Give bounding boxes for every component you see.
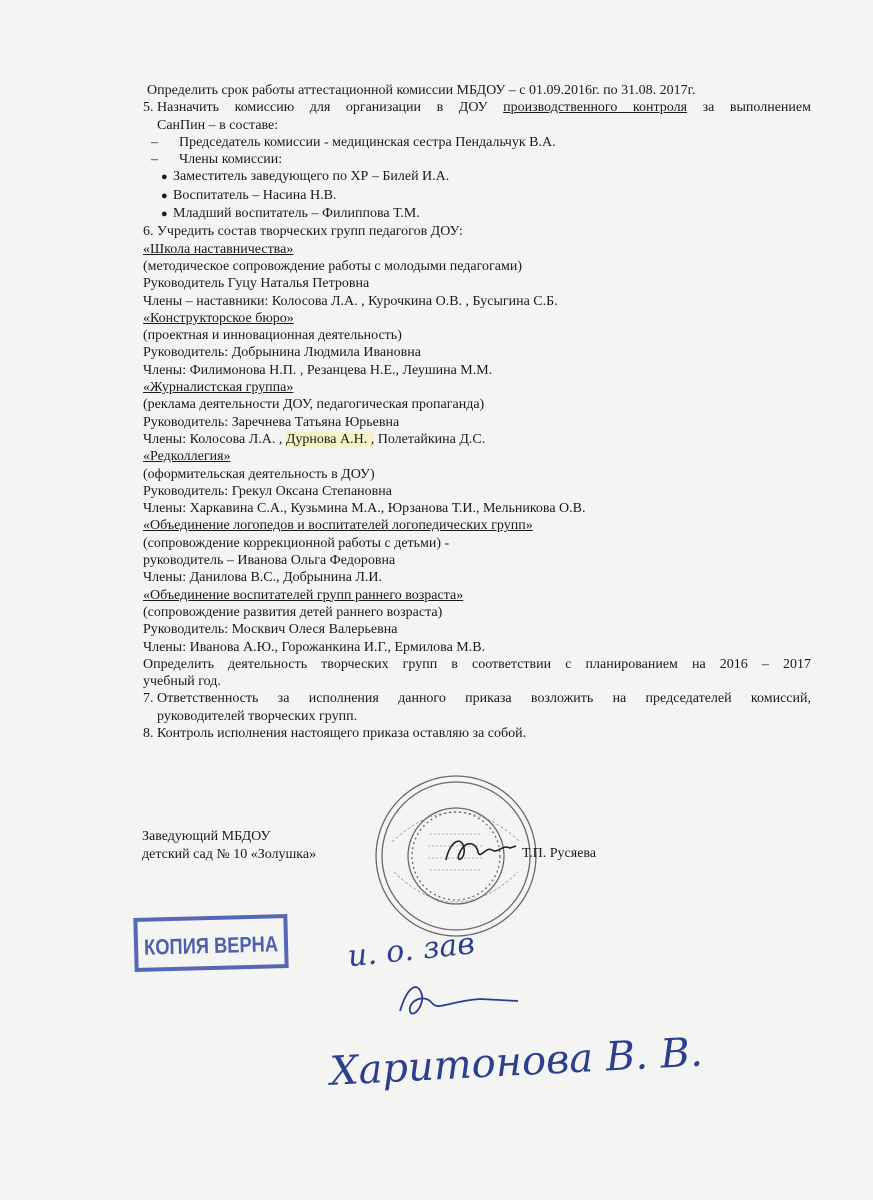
group-title: «Редколлегия» <box>143 449 231 465</box>
underlined-term: производственного контроля <box>503 100 688 116</box>
item-text: СанПин – в составе: <box>157 117 279 133</box>
copy-certified-stamp <box>133 915 306 971</box>
group-description: (проектная и инновационная деятельность) <box>143 328 402 344</box>
dash-item <box>143 134 811 151</box>
signer-position: Заведующий МБДОУ <box>142 829 271 844</box>
item-text: Назначить комиссию для организации в ДОУ <box>157 100 504 116</box>
group-head: Руководитель: Заречнева Татьяна Юрьевна <box>143 414 400 430</box>
group-description: (сопровождение развития детей раннего возраста) <box>143 604 443 620</box>
group-members: Члены – наставники: Колосова Л.А. , Курочкина О.В. , Бусыгина С.Б. <box>143 293 558 309</box>
item-text: Контроль исполнения настоящего приказа оставляю за собой. <box>157 725 527 741</box>
group-description: (оформительская деятельность в ДОУ) <box>143 466 375 482</box>
bullet-icon: ● <box>161 208 168 221</box>
group-head: руководитель – Иванова Ольга Федоровна <box>143 553 396 569</box>
group-title: «Журналистская группа» <box>143 380 294 396</box>
group-members: Члены: Данилова В.С., Добрынина Л.И. <box>143 570 383 586</box>
members-text: Члены: Колосова Л.А. , <box>143 431 286 447</box>
item-5 <box>143 99 811 134</box>
group-head: Руководитель: Грекул Оксана Степановна <box>143 483 392 499</box>
handwritten-certification <box>320 915 740 1125</box>
commission-term-line: Определить срок работы аттестационной комиссии МБДОУ – с 01.09.2016г. по 31.08. 2017г. <box>147 83 696 98</box>
group-title: «Объединение воспитателей групп раннего возраста» <box>143 587 464 603</box>
item-7 <box>143 690 811 725</box>
dash-item <box>143 151 811 168</box>
group-members: Члены: Харкавина С.А., Кузьмина М.А., Юрзанова Т.И., Мельникова О.В. <box>143 501 586 517</box>
group-head: Руководитель: Добрынина Людмила Ивановна <box>143 345 421 361</box>
bullet-item <box>143 205 811 223</box>
dash-item-text: Председатель комиссии - медицинская сестра Пендальчук В.А. <box>179 134 556 150</box>
item-number: 5. <box>143 100 154 116</box>
bullet-item <box>143 168 811 186</box>
dash-item-text: Члены комиссии: <box>179 152 283 168</box>
bullet-text: Младший воспитатель – Филиппова Т.М. <box>173 206 420 222</box>
dash-icon: – <box>151 152 158 168</box>
group-description: (реклама деятельности ДОУ, педагогическая пропаганда) <box>143 397 485 413</box>
handwritten-signature-icon <box>400 987 518 1014</box>
highlighted-name: Дурнова А.Н. , <box>285 431 375 447</box>
groups-activity-paragraph-end: учебный год. <box>143 674 221 690</box>
item-text: руководителей творческих групп. <box>157 708 358 724</box>
dash-icon: – <box>151 134 158 150</box>
group-members <box>143 431 811 448</box>
group-title: «Конструкторское бюро» <box>143 310 294 326</box>
item-number: 7. <box>143 691 154 707</box>
handwritten-acting-head: и. о. зав <box>346 926 477 975</box>
bullet-text: Воспитатель – Насина Н.В. <box>173 187 337 203</box>
group-title: «Объединение логопедов и воспитателей логопедических групп» <box>143 518 533 534</box>
bullet-icon: ● <box>161 189 168 202</box>
group-members: Члены: Иванова А.Ю., Горожанкина И.Г., Ермилова М.В. <box>143 639 486 655</box>
item-6: 6. Учредить состав творческих групп педагогов ДОУ: <box>143 224 463 240</box>
stamp-label: КОПИЯ ВЕРНА <box>143 930 306 960</box>
item-8 <box>143 725 811 742</box>
group-description: (методическое сопровождение работы с молодыми педагогами) <box>143 258 523 274</box>
signature-block <box>142 828 316 864</box>
item-text: за выполнением <box>687 100 811 116</box>
signer-name: Т.П. Русяева <box>522 846 597 861</box>
group-description: (сопровождение коррекционной работы с детьми) - <box>143 535 450 551</box>
item-text: Ответственность за исполнения данного приказа возложить на председателей комиссий, <box>157 691 811 707</box>
item-number: 8. <box>143 725 154 741</box>
bullet-text: Заместитель заведующего по ХР – Билей И.А. <box>173 169 450 185</box>
group-head: Руководитель: Москвич Олеся Валерьевна <box>143 622 398 638</box>
director-signature-icon <box>440 830 520 870</box>
order-text <box>143 82 811 742</box>
bullet-icon: ● <box>161 171 168 184</box>
group-members: Члены: Филимонова Н.П. , Резанцева Н.Е., Леушина М.М. <box>143 362 493 378</box>
group-head: Руководитель Гуцу Наталья Петровна <box>143 276 370 292</box>
groups-activity-paragraph: Определить деятельность творческих групп в соответствии с планированием на 2016 – 2017 <box>143 656 811 672</box>
handwritten-name: Харитонова В. В. <box>328 1029 704 1095</box>
group-title: «Школа наставничества» <box>143 241 294 257</box>
bullet-item <box>143 187 811 205</box>
signer-organization: детский сад № 10 «Золушка» <box>142 847 317 862</box>
members-text: Полетайкина Д.С. <box>374 431 486 447</box>
